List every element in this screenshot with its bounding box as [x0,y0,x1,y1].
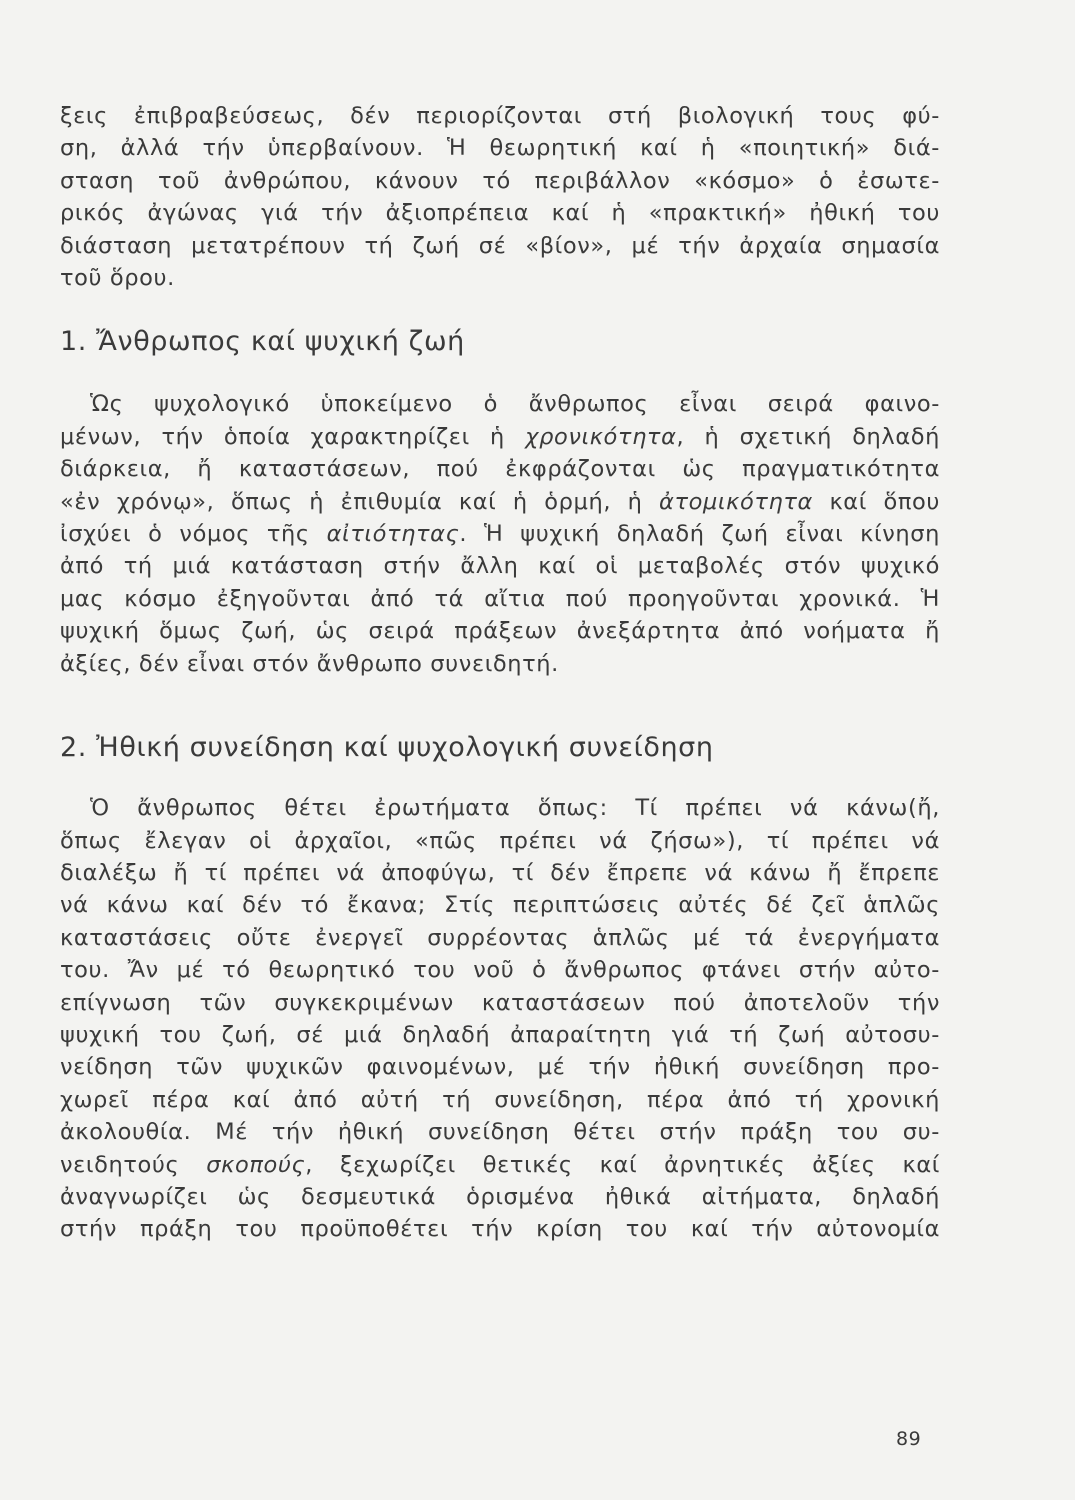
s2-line-6: του. Ἄν μέ τό θεωρητικό του νοῦ ὁ ἄνθρωπος φτάνει στήν αὐτο- [60,957,940,984]
s1-line-5-b: . Ἡ ψυχική δηλαδή ζωή εἶναι κίνηση [459,521,940,548]
s1-line-3: διάρκεια, ἤ καταστάσεων, πού ἐκφράζονται ὡς πραγματικότητα [60,456,940,483]
s2-line-3: διαλέξω ἤ τί πρέπει νά ἀποφύγω, τί δέν ἔπρεπε νά κάνω ἤ ἔπρεπε [60,859,940,886]
s2-line-7: επίγνωση τῶν συγκεκριμένων καταστάσεων πού ἀποτελοῦν τήν [60,989,940,1016]
intro-line-6: τοῦ ὅρου. [60,265,175,292]
page-body [60,100,940,1246]
s2-line-9: νείδηση τῶν ψυχικῶν φαινομένων, μέ τήν ἠθική συνείδηση προ- [60,1054,940,1081]
intro-line-4: ρικός ἀγώνας γιά τήν ἀξιοπρέπεια καί ἡ «πρακτική» ἠθική του [60,200,940,227]
intro-line-5: διάσταση μετατρέπουν τή ζωή σέ «βίον», μέ τήν ἀρχαία σημασία [60,232,940,259]
s1-line-2-b: , ἡ σχετική δηλαδή [676,423,940,450]
s2-line-11: ἀκολουθία. Μέ τήν ἠθική συνείδηση θέτει στήν πράξη του συ- [60,1119,940,1146]
s1-line-9: ἀξίες, δέν εἶναι στόν ἄνθρωπο συνειδητή. [60,650,559,677]
s1-line-1: Ὡς ψυχολογικό ὑποκείμενο ὁ ἄνθρωπος εἶναι σειρά φαινο- [90,391,940,418]
s2-line-13: ἀναγνωρίζει ὡς δεσμευτικά ὁρισμένα ἠθικά αἰτήματα, δηλαδή [60,1183,940,1210]
s1-line-5 [60,518,940,550]
section-1-heading: 1. Ἄνθρωπος καί ψυχική ζωή [60,326,465,358]
s2-line-4: νά κάνω καί δέν τό ἔκανα; Στίς περιπτώσεις αὐτές δέ ζεῖ ἁπλῶς [60,892,940,919]
section-1-paragraph [60,388,940,680]
s2-line-10: χωρεῖ πέρα καί ἀπό αὐτή τή συνείδηση, πέρα ἀπό τή χρονική [60,1086,940,1113]
intro-paragraph [60,100,940,294]
s1-line-4-a: «ἐν χρόνῳ», ὅπως ἡ ἐπιθυμία καί ἡ ὁρμή, ἡ [60,488,660,515]
s1-line-6: ἀπό τή μιά κατάσταση στήν ἄλλη καί οἱ μεταβολές στόν ψυχικό [60,553,940,580]
s2-line-5: καταστάσεις οὔτε ἐνεργεῖ συρρέοντας ἁπλῶς μέ τά ἐνεργήματα [60,924,940,951]
s1-line-7: μας κόσμο ἐξηγοῦνται ἀπό τά αἴτια πού προηγοῦνται χρονικά. Ἡ [60,585,940,612]
s1-line-8: ψυχική ὅμως ζωή, ὡς σειρά πράξεων ἀνεξάρτητα ἀπό νοήματα ἤ [60,618,940,645]
s1-line-2-a: μένων, τήν ὁποία χαρακτηρίζει ἡ [60,423,526,450]
s2-line-12-a: νειδητούς [60,1151,207,1178]
s2-line-12-b: , ξεχωρίζει θετικές καί ἀρνητικές ἀξίες καί [305,1151,940,1178]
section-2-heading: 2. Ἠθική συνείδηση καί ψυχολογική συνείδηση [60,732,714,764]
s1-emphasis-chronikotita: χρονικότητα [525,423,677,450]
s2-line-1: Ὁ ἄνθρωπος θέτει ἐρωτήματα ὅπως: Τί πρέπει νά κάνω(ἤ, [90,795,940,822]
s2-line-14: στήν πράξη του προϋποθέτει τήν κρίση του καί τήν αὐτονομία [60,1216,940,1243]
section-2-paragraph [60,792,940,1246]
s1-line-2 [60,421,940,453]
s2-line-12 [60,1149,940,1181]
intro-line-1: ξεις ἐπιβραβεύσεως, δέν περιορίζονται στή βιολογική τους φύ- [60,103,940,129]
s2-line-8: ψυχική του ζωή, σέ μιά δηλαδή ἀπαραίτητη γιά τή ζωή αὐτοσυ- [60,1021,940,1048]
s1-line-4-b: καί ὅπου [812,488,940,515]
page-number: 89 [896,1428,922,1450]
intro-line-3: σταση τοῦ ἀνθρώπου, κάνουν τό περιβάλλον «κόσμο» ὁ ἐσωτε- [60,167,940,194]
s2-emphasis-skopous: σκοπούς [206,1151,306,1178]
intro-line-2: ση, ἀλλά τήν ὑπερβαίνουν. Ἡ θεωρητική καί ἡ «ποιητική» διά- [60,135,940,162]
s1-emphasis-aitiotitas: αἰτιότητας [326,521,460,548]
s1-line-4 [60,486,940,518]
s2-line-2: ὅπως ἔλεγαν οἱ ἀρχαῖοι, «πῶς πρέπει νά ζήσω»), τί πρέπει νά [60,827,940,854]
s1-emphasis-atomikotita: ἀτομικότητα [659,488,813,515]
s1-line-5-a: ἰσχύει ὁ νόμος τῆς [60,521,327,548]
